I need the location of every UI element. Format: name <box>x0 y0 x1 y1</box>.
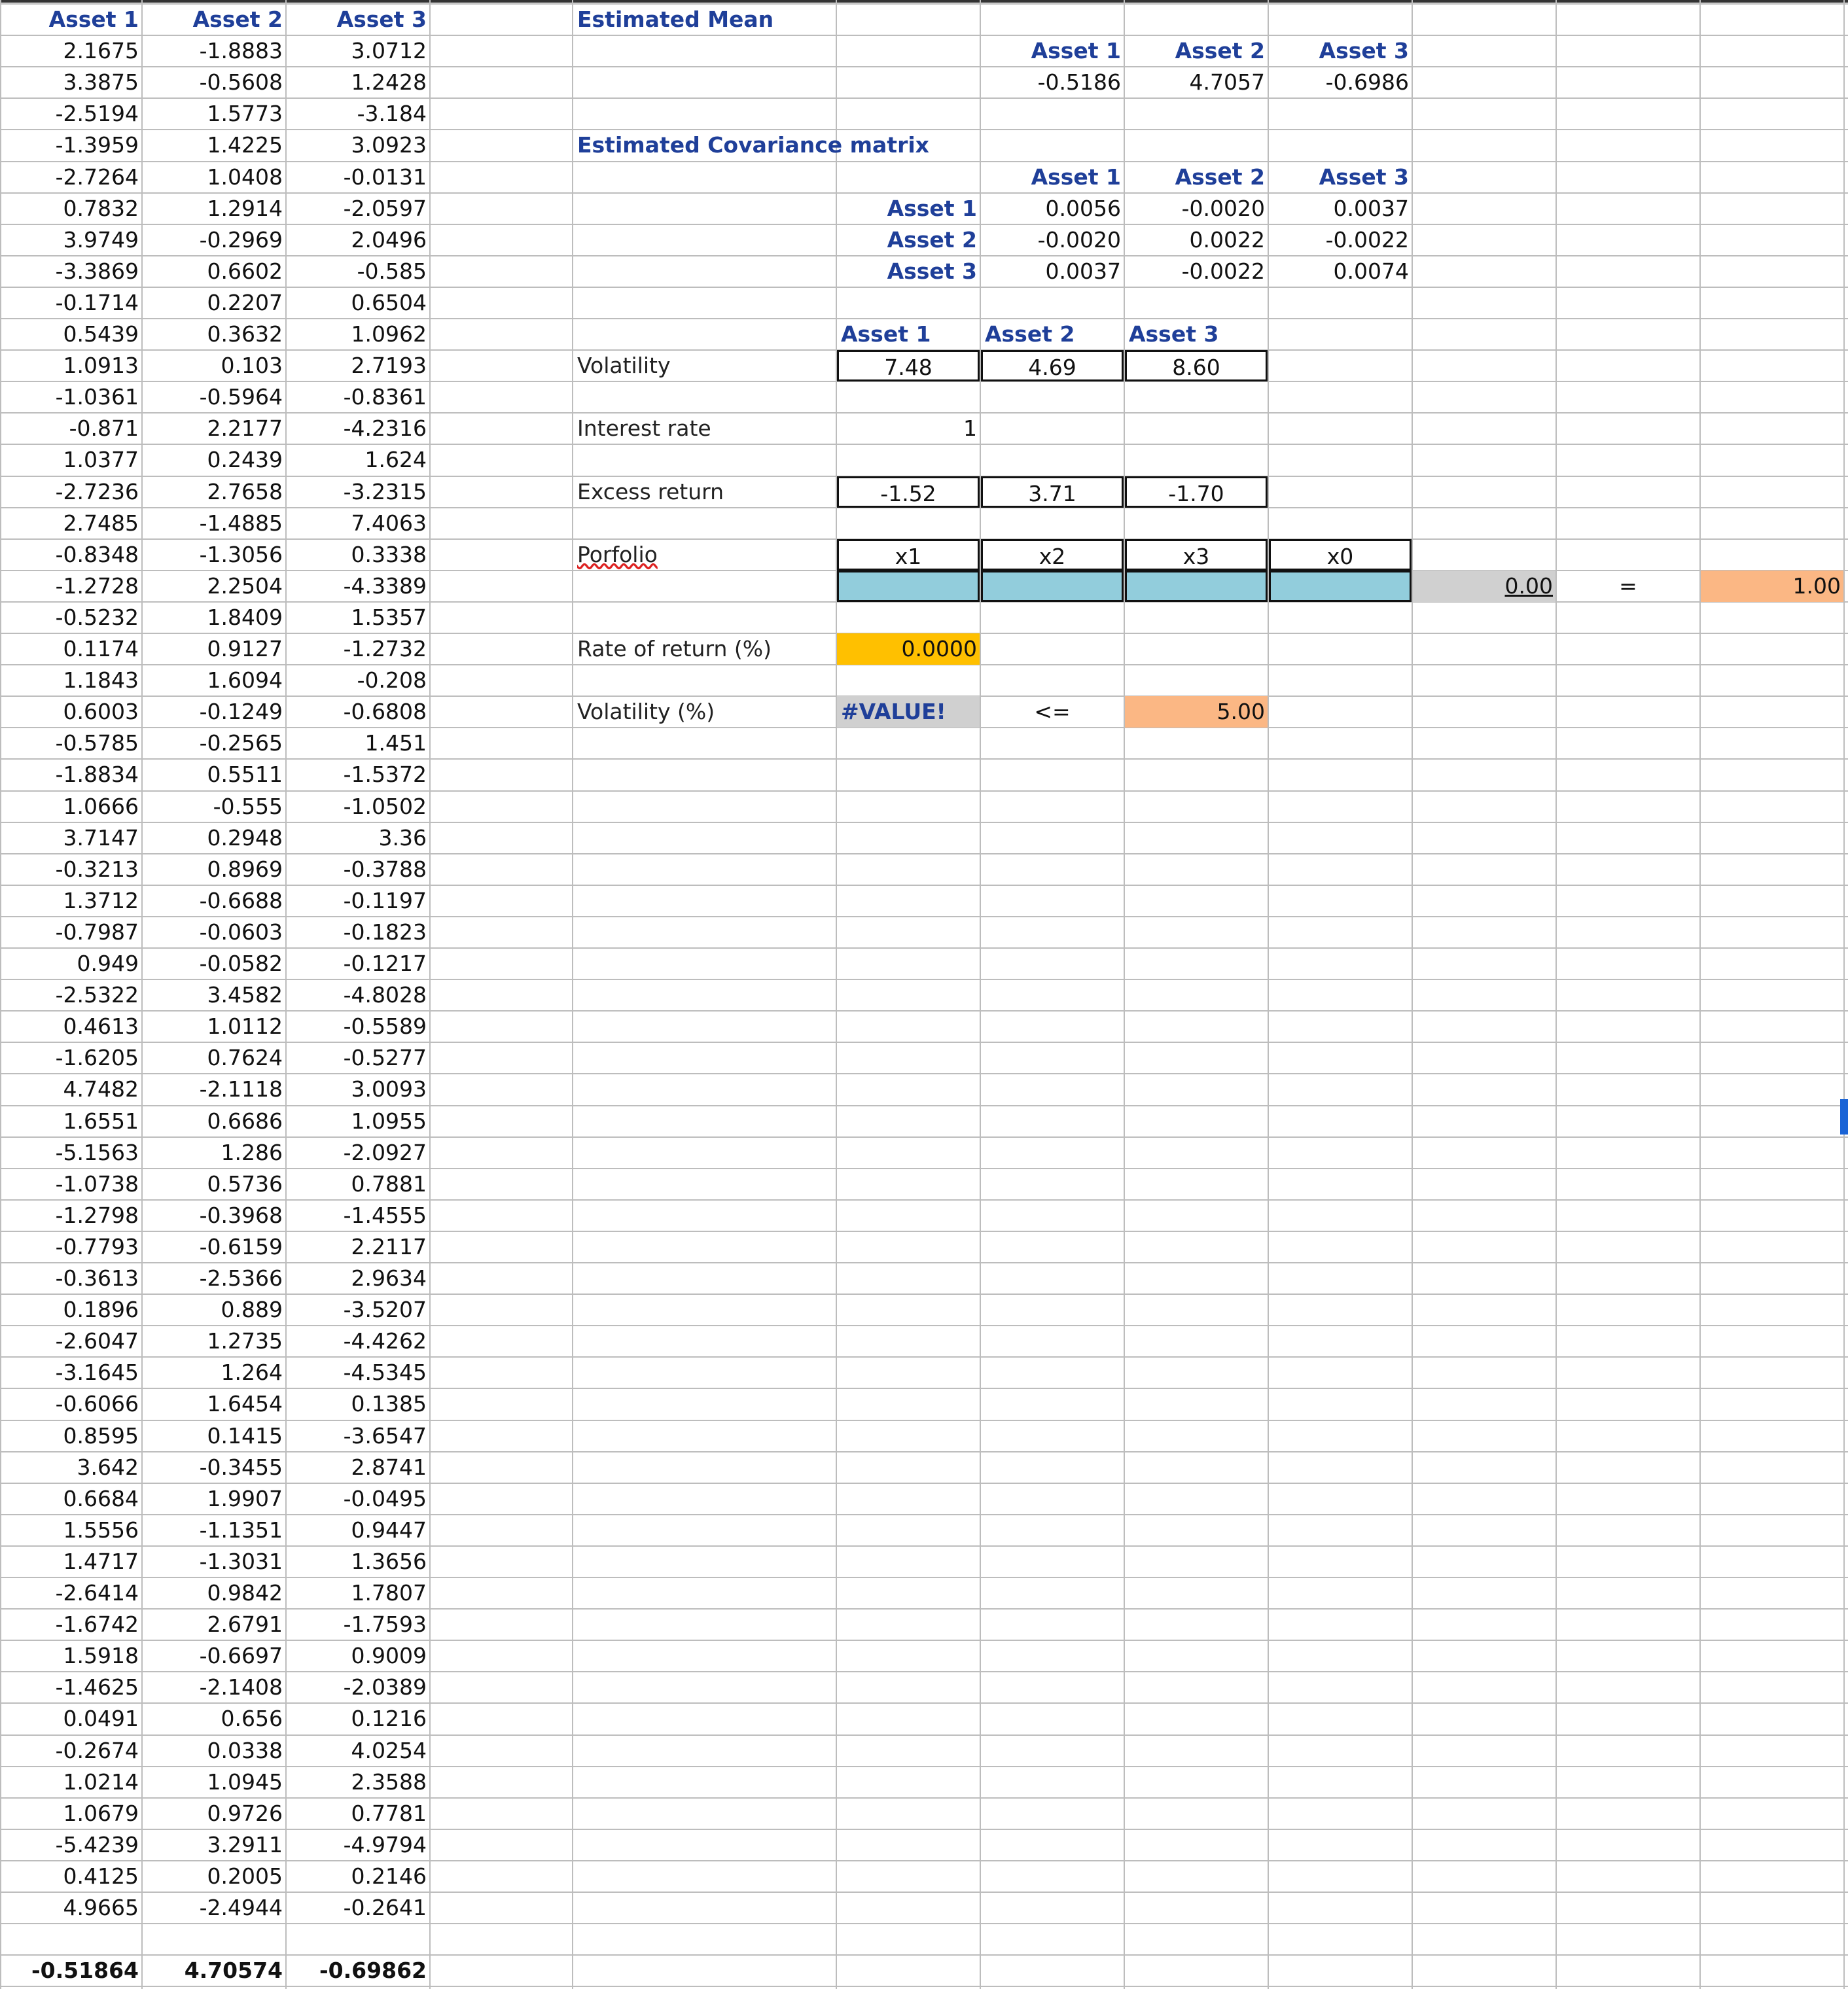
sample-cell[interactable]: -4.3389 <box>343 572 427 599</box>
sample-cell[interactable]: -0.585 <box>357 258 427 284</box>
sample-cell[interactable]: 0.949 <box>77 951 139 976</box>
portfolio-weight-input[interactable] <box>837 571 980 602</box>
sample-cell[interactable]: 0.1415 <box>207 1422 283 1449</box>
sample-cell[interactable]: -0.208 <box>357 667 427 694</box>
sample-cell[interactable]: 1.3656 <box>351 1548 427 1574</box>
sample-cell[interactable]: 2.0496 <box>351 226 427 253</box>
sample-cell[interactable]: 0.9726 <box>207 1800 283 1826</box>
sample-cell[interactable]: -0.1197 <box>343 887 427 913</box>
covariance-value[interactable]: -0.0022 <box>1181 258 1265 284</box>
sample-cell[interactable]: 0.656 <box>221 1706 283 1732</box>
sample-cell[interactable]: -1.0738 <box>55 1171 139 1197</box>
column-gridline <box>429 0 431 1989</box>
sample-cell[interactable]: -0.1823 <box>343 919 427 945</box>
sample-cell[interactable]: -0.6066 <box>55 1391 139 1417</box>
sample-cell[interactable]: 1.6551 <box>63 1108 139 1134</box>
sample-cell[interactable]: -0.0603 <box>199 919 283 945</box>
sample-cell[interactable]: -5.4239 <box>55 1831 139 1857</box>
sample-cell[interactable]: 3.0923 <box>351 132 427 158</box>
volatility-value[interactable]: 8.60 <box>1125 350 1268 381</box>
sample-cell[interactable]: 0.1174 <box>63 636 139 661</box>
mean-value[interactable]: -0.6986 <box>1325 69 1409 96</box>
sample-cell[interactable]: -2.5194 <box>55 101 139 127</box>
sample-cell[interactable]: 0.3632 <box>207 321 283 347</box>
sample-cell[interactable]: -2.0927 <box>343 1139 427 1165</box>
sample-cell[interactable]: 0.9127 <box>207 636 283 661</box>
sample-cell[interactable]: 2.6791 <box>207 1611 283 1638</box>
sample-cell[interactable]: -0.0582 <box>199 951 283 976</box>
sample-cell[interactable]: -0.2674 <box>55 1737 139 1763</box>
sample-cell[interactable]: 1.4717 <box>63 1548 139 1574</box>
sample-cell[interactable]: 0.2948 <box>207 824 283 851</box>
covariance-row-header[interactable]: Asset 2 <box>887 226 977 253</box>
sample-cell[interactable]: 2.7485 <box>63 510 139 536</box>
sample-cell[interactable]: -4.4262 <box>343 1328 427 1354</box>
sample-cell[interactable]: 0.0491 <box>63 1706 139 1732</box>
sample-cell[interactable]: -0.5232 <box>55 604 139 630</box>
sample-cell[interactable]: 7.4063 <box>351 510 427 536</box>
portfolio-header-x0[interactable]: x0 <box>1269 539 1412 571</box>
sample-cell[interactable]: 0.1385 <box>351 1391 427 1417</box>
sample-cell[interactable]: -4.2316 <box>343 415 427 442</box>
portfolio-header-x3[interactable]: x3 <box>1125 539 1268 571</box>
sample-cell[interactable]: 1.2735 <box>207 1328 283 1354</box>
sample-cell[interactable]: -0.2969 <box>199 226 283 253</box>
sample-cell[interactable]: -4.9794 <box>343 1831 427 1857</box>
sample-cell[interactable]: 0.5439 <box>63 321 139 347</box>
covariance-col-header[interactable]: Asset 1 <box>1031 164 1121 190</box>
volatility-header[interactable]: Asset 1 <box>841 321 931 347</box>
sample-cell[interactable]: 1.2914 <box>207 195 283 221</box>
sample-cell[interactable]: -0.6697 <box>199 1643 283 1669</box>
sample-cell[interactable]: 3.0712 <box>351 38 427 64</box>
sample-cell[interactable]: 3.3875 <box>63 69 139 96</box>
covariance-value[interactable]: 0.0022 <box>1189 226 1265 253</box>
sample-cell[interactable]: -0.5785 <box>55 730 139 756</box>
sample-cell[interactable]: -1.3959 <box>55 132 139 158</box>
excess-return-value[interactable]: -1.52 <box>837 476 980 508</box>
sample-cell[interactable]: -0.1249 <box>199 699 283 725</box>
sample-cell[interactable]: -2.0597 <box>343 195 427 221</box>
estimated-mean-title[interactable]: Estimated Mean <box>577 7 774 32</box>
sample-cell[interactable]: 0.8595 <box>63 1422 139 1449</box>
column-gridline <box>836 0 837 1989</box>
sample-cell[interactable]: 1.5556 <box>63 1517 139 1543</box>
sample-cell[interactable]: -0.8361 <box>343 384 427 410</box>
sample-cell[interactable]: -2.0389 <box>343 1674 427 1700</box>
sample-cell[interactable]: 0.4125 <box>63 1863 139 1889</box>
sample-cell[interactable]: 3.642 <box>77 1454 139 1480</box>
sample-cell[interactable]: 1.286 <box>221 1139 283 1165</box>
sample-cell[interactable]: -2.5366 <box>199 1265 283 1291</box>
column-gridline <box>1699 0 1701 1989</box>
sample-cell[interactable]: -0.3213 <box>55 856 139 882</box>
sample-cell[interactable]: -1.6205 <box>55 1045 139 1071</box>
sample-cell[interactable]: -2.1118 <box>199 1076 283 1102</box>
sample-cell[interactable]: -3.2315 <box>343 478 427 504</box>
covariance-value[interactable]: 0.0037 <box>1045 258 1121 284</box>
sample-cell[interactable]: -1.8883 <box>199 38 283 64</box>
sample-cell[interactable]: 2.2504 <box>207 572 283 599</box>
sample-cell[interactable]: -2.6414 <box>55 1580 139 1606</box>
sample-cell[interactable]: -0.2641 <box>343 1895 427 1920</box>
sample-cell[interactable]: 0.2005 <box>207 1863 283 1889</box>
column-header-asset-2[interactable]: Asset 2 <box>192 7 283 32</box>
sample-cell[interactable]: 0.9009 <box>351 1643 427 1669</box>
column-gridline <box>1555 0 1557 1989</box>
sample-cell[interactable]: -0.1217 <box>343 951 427 976</box>
sample-cell[interactable]: 1.0955 <box>351 1108 427 1134</box>
sample-cell[interactable]: 2.3588 <box>351 1769 427 1795</box>
sample-cell[interactable]: -0.5277 <box>343 1045 427 1071</box>
sample-cell[interactable]: 0.8969 <box>207 856 283 882</box>
covariance-col-header[interactable]: Asset 2 <box>1175 164 1265 190</box>
sample-cell[interactable]: -1.3031 <box>199 1548 283 1574</box>
sample-cell[interactable]: -3.184 <box>357 101 427 127</box>
sample-cell[interactable]: -0.3788 <box>343 856 427 882</box>
sample-cell[interactable]: -0.5964 <box>199 384 283 410</box>
portfolio-header-x2[interactable]: x2 <box>981 539 1124 571</box>
sample-cell[interactable]: 0.6003 <box>63 699 139 725</box>
sample-cell[interactable]: 0.889 <box>221 1297 283 1323</box>
sample-cell[interactable]: -2.5322 <box>55 982 139 1008</box>
sample-cell[interactable]: 1.0112 <box>207 1013 283 1040</box>
sample-cell[interactable]: -1.6742 <box>55 1611 139 1638</box>
column-gridline <box>980 0 981 1989</box>
sample-cell[interactable]: 1.5773 <box>207 101 283 127</box>
covariance-value[interactable]: -0.0022 <box>1325 226 1409 253</box>
sample-cell[interactable]: -1.2798 <box>55 1202 139 1228</box>
sample-cell[interactable]: 1.9907 <box>207 1485 283 1511</box>
sample-cell[interactable]: -3.3869 <box>55 258 139 284</box>
column-mean-cell[interactable]: -0.69862 <box>319 1958 427 1984</box>
sample-cell[interactable]: 0.5511 <box>207 762 283 788</box>
covariance-col-header[interactable]: Asset 3 <box>1319 164 1409 190</box>
sample-cell[interactable]: -0.0495 <box>343 1485 427 1511</box>
sample-cell[interactable]: 0.2146 <box>351 1863 427 1889</box>
mean-header[interactable]: Asset 1 <box>1031 38 1121 64</box>
sample-cell[interactable]: -0.7987 <box>55 919 139 945</box>
sample-cell[interactable]: 0.9842 <box>207 1580 283 1606</box>
sample-cell[interactable]: -0.5589 <box>343 1013 427 1040</box>
sample-cell[interactable]: 0.6686 <box>207 1108 283 1134</box>
sample-cell[interactable]: -0.555 <box>213 793 283 819</box>
sample-cell[interactable]: 1.4225 <box>207 132 283 158</box>
sample-cell[interactable]: 1.0377 <box>63 447 139 473</box>
covariance-row-header[interactable]: Asset 1 <box>887 195 977 221</box>
sample-cell[interactable]: 2.9634 <box>351 1265 427 1291</box>
sample-cell[interactable]: -0.6688 <box>199 887 283 913</box>
sample-cell[interactable]: 4.7482 <box>63 1076 139 1102</box>
covariance-row-header[interactable]: Asset 3 <box>887 258 977 284</box>
interest-rate-label[interactable]: Interest rate <box>577 415 711 442</box>
volatility-value[interactable]: 4.69 <box>981 350 1124 381</box>
sample-cell[interactable]: 1.0408 <box>207 164 283 190</box>
sample-cell[interactable]: -0.6159 <box>199 1233 283 1259</box>
sample-cell[interactable]: -1.0502 <box>343 793 427 819</box>
column-header-edge <box>0 0 1848 3</box>
vertical-scrollbar-thumb[interactable] <box>1840 1099 1848 1135</box>
column-gridline <box>1124 0 1125 1989</box>
portfolio-target-value[interactable]: 1.00 <box>1701 571 1843 602</box>
excess-return-value[interactable]: -1.70 <box>1125 476 1268 508</box>
sample-cell[interactable]: -2.7236 <box>55 478 139 504</box>
sample-cell[interactable]: 2.1675 <box>63 38 139 64</box>
covariance-value[interactable]: -0.0020 <box>1037 226 1121 253</box>
sample-cell[interactable]: 0.4613 <box>63 1013 139 1040</box>
sample-cell[interactable]: 4.0254 <box>351 1737 427 1763</box>
sample-cell[interactable]: -0.6808 <box>343 699 427 725</box>
sample-cell[interactable]: 1.2428 <box>351 69 427 96</box>
sample-cell[interactable]: 2.2177 <box>207 415 283 442</box>
volatility-pct-label[interactable]: Volatility (%) <box>577 699 715 725</box>
sample-cell[interactable]: -2.6047 <box>55 1328 139 1354</box>
sample-cell[interactable]: 3.2911 <box>207 1831 283 1857</box>
sample-cell[interactable]: 3.0093 <box>351 1076 427 1102</box>
sample-cell[interactable]: 0.7781 <box>351 1800 427 1826</box>
sample-cell[interactable]: 1.264 <box>221 1360 283 1386</box>
sample-cell[interactable]: -2.7264 <box>55 164 139 190</box>
sample-cell[interactable]: 3.4582 <box>207 982 283 1008</box>
column-gridline <box>572 0 573 1989</box>
sample-cell[interactable]: 0.6602 <box>207 258 283 284</box>
sample-cell[interactable]: 1.624 <box>364 447 427 473</box>
covariance-value[interactable]: -0.0020 <box>1181 195 1265 221</box>
covariance-value[interactable]: 0.0074 <box>1333 258 1409 284</box>
sample-cell[interactable]: -0.2565 <box>199 730 283 756</box>
rate-of-return-label[interactable]: Rate of return (%) <box>577 636 772 661</box>
volatility-label[interactable]: Volatility <box>577 353 671 379</box>
sample-cell[interactable]: 3.9749 <box>63 226 139 253</box>
sample-cell[interactable]: 3.7147 <box>63 824 139 851</box>
portfolio-header-x1[interactable]: x1 <box>837 539 980 571</box>
portfolio-weight-input[interactable] <box>1269 571 1412 602</box>
rate-of-return-value[interactable]: 0.0000 <box>837 633 980 665</box>
column-header-asset-3[interactable]: Asset 3 <box>336 7 427 32</box>
sample-cell[interactable]: 1.0913 <box>63 353 139 379</box>
sample-cell[interactable]: -1.0361 <box>55 384 139 410</box>
volatility-limit-value[interactable]: 5.00 <box>1125 696 1268 728</box>
sample-cell[interactable]: 0.1896 <box>63 1297 139 1323</box>
volatility-header[interactable]: Asset 3 <box>1129 321 1219 347</box>
sample-cell[interactable]: -1.7593 <box>343 1611 427 1638</box>
sample-cell[interactable]: 1.0962 <box>351 321 427 347</box>
sample-cell[interactable]: 1.0945 <box>207 1769 283 1795</box>
sample-cell[interactable]: 0.103 <box>221 353 283 379</box>
portfolio-label[interactable]: Porfolio <box>577 541 658 567</box>
sample-cell[interactable]: 0.6684 <box>63 1485 139 1511</box>
sample-cell[interactable]: 1.0679 <box>63 1800 139 1826</box>
sample-cell[interactable]: -1.5372 <box>343 762 427 788</box>
sample-cell[interactable]: 0.7832 <box>63 195 139 221</box>
mean-header[interactable]: Asset 2 <box>1175 38 1265 64</box>
sample-cell[interactable]: -0.1714 <box>55 289 139 315</box>
sample-cell[interactable]: -0.7793 <box>55 1233 139 1259</box>
sample-cell[interactable]: 1.6454 <box>207 1391 283 1417</box>
sample-cell[interactable]: -0.3968 <box>199 1202 283 1228</box>
column-mean-cell[interactable]: -0.51864 <box>31 1958 139 1984</box>
sample-cell[interactable]: 0.2207 <box>207 289 283 315</box>
sample-cell[interactable]: -0.871 <box>69 415 139 442</box>
sample-cell[interactable]: 1.5918 <box>63 1643 139 1669</box>
sample-cell[interactable]: -4.5345 <box>343 1360 427 1386</box>
sample-cell[interactable]: -1.1351 <box>199 1517 283 1543</box>
sample-cell[interactable]: -2.4944 <box>199 1895 283 1920</box>
excess-return-label[interactable]: Excess return <box>577 478 724 504</box>
sample-cell[interactable]: -1.2732 <box>343 636 427 661</box>
portfolio-weight-input[interactable] <box>981 571 1124 602</box>
column-header-asset-1[interactable]: Asset 1 <box>48 7 139 32</box>
mean-value[interactable]: 4.7057 <box>1189 69 1265 96</box>
sample-cell[interactable]: 0.9447 <box>351 1517 427 1543</box>
sample-cell[interactable]: 1.7807 <box>351 1580 427 1606</box>
sample-cell[interactable]: -1.4625 <box>55 1674 139 1700</box>
sample-cell[interactable]: -1.3056 <box>199 541 283 567</box>
sample-cell[interactable]: -0.0131 <box>343 164 427 190</box>
sample-cell[interactable]: -1.4885 <box>199 510 283 536</box>
sample-cell[interactable]: 1.0214 <box>63 1769 139 1795</box>
covariance-title[interactable]: Estimated Covariance matrix <box>577 132 929 158</box>
column-gridline <box>1412 0 1413 1989</box>
sample-cell[interactable]: -0.5608 <box>199 69 283 96</box>
sample-cell[interactable]: 2.7658 <box>207 478 283 504</box>
sample-cell[interactable]: -0.3455 <box>199 1454 283 1480</box>
sample-cell[interactable]: -0.8348 <box>55 541 139 567</box>
sample-cell[interactable]: 3.36 <box>378 824 427 851</box>
sample-cell[interactable]: 0.1216 <box>351 1706 427 1732</box>
sample-cell[interactable]: 1.0666 <box>63 793 139 819</box>
mean-value[interactable]: -0.5186 <box>1037 69 1121 96</box>
covariance-value[interactable]: 0.0037 <box>1333 195 1409 221</box>
sample-cell[interactable]: 2.2117 <box>351 1233 427 1259</box>
portfolio-equals-sign[interactable]: = <box>1619 572 1637 599</box>
sample-cell[interactable]: 0.2439 <box>207 447 283 473</box>
sample-cell[interactable]: 0.5736 <box>207 1171 283 1197</box>
column-gridline <box>1843 0 1845 1989</box>
portfolio-weight-input[interactable] <box>1125 571 1268 602</box>
sample-cell[interactable]: 0.6504 <box>351 289 427 315</box>
sample-cell[interactable]: -3.1645 <box>55 1360 139 1386</box>
excess-return-value[interactable]: 3.71 <box>981 476 1124 508</box>
sample-cell[interactable]: -5.1563 <box>55 1139 139 1165</box>
column-gridline <box>1268 0 1269 1989</box>
portfolio-sum-value[interactable]: 0.00 <box>1413 571 1555 602</box>
mean-header[interactable]: Asset 3 <box>1319 38 1409 64</box>
sample-cell[interactable]: 1.8409 <box>207 604 283 630</box>
interest-rate-value[interactable]: 1 <box>963 415 977 442</box>
sample-cell[interactable]: 1.1843 <box>63 667 139 694</box>
volatility-header[interactable]: Asset 2 <box>985 321 1075 347</box>
sample-cell[interactable]: 0.7624 <box>207 1045 283 1071</box>
sample-cell[interactable]: 0.7881 <box>351 1171 427 1197</box>
sample-cell[interactable]: 4.9665 <box>63 1895 139 1920</box>
sample-cell[interactable]: -2.1408 <box>199 1674 283 1700</box>
volatility-constraint-operator[interactable]: <= <box>1034 699 1071 725</box>
volatility-pct-value[interactable]: #VALUE! <box>837 696 980 728</box>
sample-cell[interactable]: -1.2728 <box>55 572 139 599</box>
sample-cell[interactable]: -3.5207 <box>343 1297 427 1323</box>
sample-cell[interactable]: -3.6547 <box>343 1422 427 1449</box>
sample-cell[interactable]: 0.0338 <box>207 1737 283 1763</box>
covariance-value[interactable]: 0.0056 <box>1045 195 1121 221</box>
sample-cell[interactable]: 1.3712 <box>63 887 139 913</box>
column-mean-cell[interactable]: 4.70574 <box>184 1958 283 1984</box>
sample-cell[interactable]: -1.8834 <box>55 762 139 788</box>
volatility-value[interactable]: 7.48 <box>837 350 980 381</box>
sample-cell[interactable]: 0.3338 <box>351 541 427 567</box>
sample-cell[interactable]: -4.8028 <box>343 982 427 1008</box>
sample-cell[interactable]: 1.5357 <box>351 604 427 630</box>
sample-cell[interactable]: 1.6094 <box>207 667 283 694</box>
sample-cell[interactable]: 1.451 <box>364 730 427 756</box>
sample-cell[interactable]: -1.4555 <box>343 1202 427 1228</box>
sample-cell[interactable]: -0.3613 <box>55 1265 139 1291</box>
sample-cell[interactable]: 2.7193 <box>351 353 427 379</box>
sample-cell[interactable]: 2.8741 <box>351 1454 427 1480</box>
